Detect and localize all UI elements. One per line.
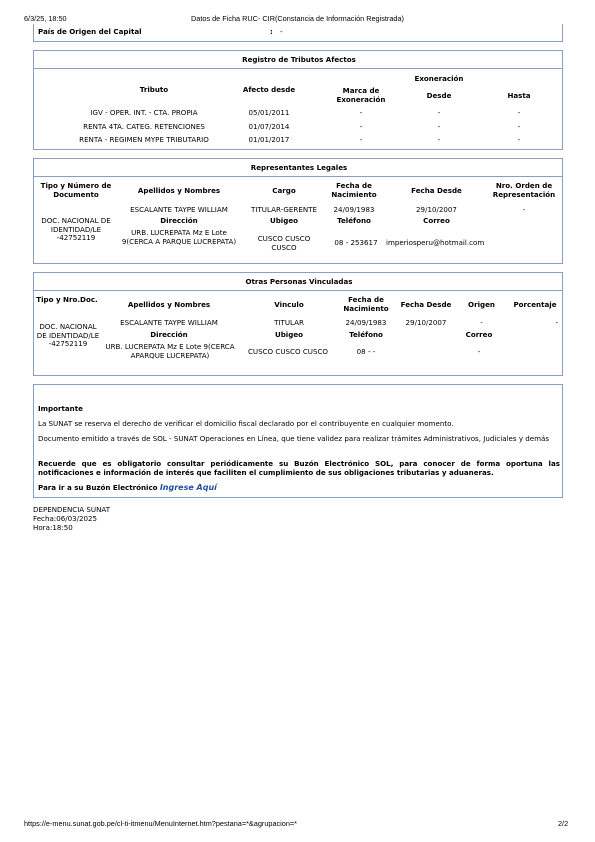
tipo-doc-header: Tipo y Nro.Doc.: [36, 295, 98, 304]
telefono-header: Teléfono: [349, 330, 383, 339]
hasta-header: Hasta: [507, 91, 531, 100]
apellidos-cell: ESCALANTE TAYPE WILLIAM: [130, 205, 228, 214]
pais-origen-value: -: [280, 27, 283, 36]
hasta-cell: -: [517, 122, 521, 131]
ubigeo-cell: CUSCO CUSCO CUSCO: [247, 347, 329, 356]
correo-header: Correo: [465, 330, 493, 339]
orden-header: Nro. Orden de Representación: [492, 181, 556, 199]
nacimiento-cell: 24/09/1983: [333, 205, 375, 214]
otras-personas-section: [33, 272, 563, 376]
tributos-section: [33, 50, 563, 150]
telefono-cell: 08 - 253617: [334, 238, 378, 247]
origen-cell: -: [480, 318, 483, 327]
porcentaje-header: Porcentaje: [513, 300, 557, 309]
tributos-title: Registro de Tributos Afectos: [242, 55, 356, 64]
dependencia-fecha: Fecha:06/03/2025: [33, 514, 98, 523]
ingrese-aqui-link[interactable]: Ingrese Aquí: [159, 483, 217, 492]
tributo-cell: IGV - OPER. INT. - CTA. PROPIA: [90, 108, 198, 117]
desde-header: Desde: [426, 91, 452, 100]
tributo-cell: RENTA - REGIMEN MYPE TRIBUTARIO: [79, 135, 209, 144]
fecha-desde-cell: 29/10/2007: [405, 318, 447, 327]
page-number: 2/2: [558, 819, 569, 828]
hasta-cell: -: [517, 135, 521, 144]
footer-url: https://e-menu.sunat.gob.pe/cl-ti-itmenu/MenuInternet.htm?pestana=*&agrupacion=*: [24, 819, 297, 828]
representantes-divider: [34, 176, 562, 177]
tipo-doc-header: Tipo y Número de Documento: [40, 181, 112, 199]
dependencia-label: DEPENDENCIA SUNAT: [33, 505, 111, 514]
apellidos-header: Apellidos y Nombres: [137, 186, 221, 195]
vinculo-cell: TITULAR: [274, 318, 304, 327]
fecha-desde-header: Fecha Desde: [400, 300, 452, 309]
fecha-desde-cell: 29/10/2007: [416, 205, 457, 214]
marca-header: Marca de Exoneración: [336, 86, 386, 104]
representantes-section: [33, 158, 563, 264]
cargo-cell: TITULAR-GERENTE: [251, 205, 317, 214]
tributo-cell: RENTA 4TA. CATEG. RETENCIONES: [83, 122, 205, 131]
hasta-cell: -: [517, 108, 521, 117]
nacimiento-header: Fecha de Nacimiento: [331, 181, 377, 199]
desde-cell: -: [437, 108, 441, 117]
print-datetime: 6/3/25, 18:50: [24, 14, 67, 23]
origen-header: Origen: [468, 300, 495, 309]
cargo-header: Cargo: [272, 186, 296, 195]
correo-cell: imperiosperu@hotmail.com: [386, 238, 485, 247]
afecto-header: Afecto desde: [242, 85, 296, 94]
apellidos-cell: ESCALANTE TAYPE WILLIAM: [120, 318, 218, 327]
importante-title: Importante: [38, 404, 83, 413]
marca-cell: -: [359, 108, 363, 117]
desde-cell: -: [437, 135, 441, 144]
pais-origen-section: [33, 24, 563, 42]
ubigeo-header: Ubigeo: [269, 216, 299, 225]
exoneracion-header: Exoneración: [414, 74, 464, 83]
orden-cell: -: [522, 205, 526, 214]
vinculo-header: Vinculo: [274, 300, 304, 309]
tipo-doc-cell: DOC. NACIONAL DE IDENTIDAD/LE -42752119: [41, 216, 111, 243]
otras-personas-divider: [34, 290, 562, 291]
tributo-header: Tributo: [139, 85, 169, 94]
marca-cell: -: [359, 135, 363, 144]
porcentaje-cell: -: [555, 318, 558, 327]
fecha-desde-header: Fecha Desde: [411, 186, 462, 195]
afecto-cell: 01/07/2014: [248, 122, 290, 131]
afecto-cell: 05/01/2011: [248, 108, 290, 117]
telefono-cell: 08 - -: [356, 347, 376, 356]
direccion-header: Dirección: [160, 216, 198, 225]
direccion-header: Dirección: [150, 330, 188, 339]
direccion-cell: URB. LUCREPATA Mz E Lote 9(CERCA A PARQUE LUCREPATA): [121, 228, 237, 246]
importante-text-2: Documento emitido a través de SOL - SUNAT Operaciones en Línea, que tiene validez para realizar trámites Administrativos, Judiciales y demás: [38, 434, 550, 443]
representantes-title: Representantes Legales: [250, 163, 348, 172]
otras-personas-title: Otras Personas Vinculadas: [245, 277, 353, 286]
marca-cell: -: [359, 122, 363, 131]
pais-origen-label: País de Origen del Capital: [38, 27, 142, 36]
direccion-cell: URB. LUCREPATA Mz E Lote 9(CERCA APARQUE LUCREPATA): [105, 342, 235, 360]
afecto-cell: 01/01/2017: [248, 135, 290, 144]
tributos-divider: [34, 68, 562, 69]
desde-cell: -: [437, 122, 441, 131]
apellidos-header: Apellidos y Nombres: [127, 300, 211, 309]
nacimiento-cell: 24/09/1983: [345, 318, 387, 327]
tipo-doc-cell: DOC. NACIONAL DE IDENTIDAD/LE -42752119: [36, 322, 100, 349]
ubigeo-cell: CUSCO CUSCO CUSCO: [257, 234, 311, 252]
importante-text-3: Recuerde que es obligatorio consultar periódicamente su Buzón Electrónico SOL, para conocer de forma oportuna las notificaciones e información de interés que faciliten el cumplimiento de sus obligaciones tributarias y aduaneras.: [38, 459, 560, 478]
correo-cell: -: [477, 347, 481, 356]
ubigeo-header: Ubigeo: [274, 330, 304, 339]
pais-origen-colon: :: [270, 27, 273, 36]
nacimiento-header: Fecha de Nacimiento: [343, 295, 389, 313]
dependencia-hora: Hora:18:50: [33, 523, 73, 532]
buzon-label: Para ir a su Buzón Electrónico: [38, 483, 158, 492]
print-title: Datos de Ficha RUC- CIR(Constancia de Información Registrada): [191, 14, 404, 23]
importante-text-1: La SUNAT se reserva el derecho de verificar el domicilio fiscal declarado por el contribuyente en cualquier momento.: [38, 419, 454, 428]
correo-header: Correo: [423, 216, 450, 225]
importante-section: [33, 384, 563, 498]
buzon-line: [38, 483, 560, 492]
telefono-header: Teléfono: [337, 216, 371, 225]
